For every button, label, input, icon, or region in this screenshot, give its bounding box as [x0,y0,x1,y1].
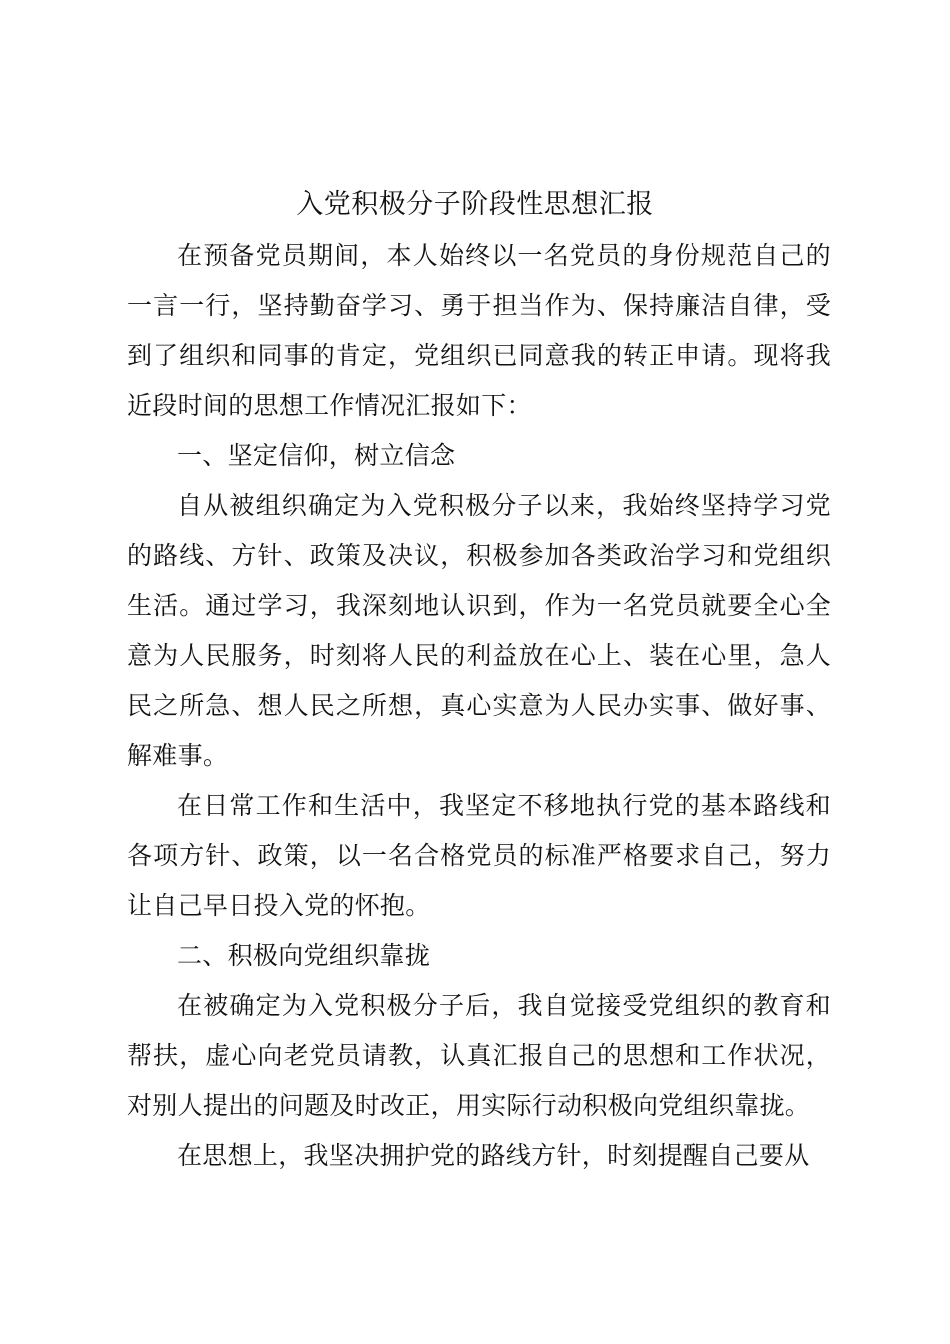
paragraph-section-1-b: 在日常工作和生活中，我坚定不移地执行党的基本路线和各项方针、政策，以一名合格党员的标准严格要求自己，努力让自己早日投入党的怀抱。 [127,791,831,920]
paragraph-section-2-a: 在被确定为入党积极分子后，我自觉接受党组织的教育和帮扶，虚心向老党员请教，认真汇报自己的思想和工作状况，对别人提出的问题及时改正，用实际行动积极向党组织靠拢。 [127,991,831,1120]
paragraph-intro: 在预备党员期间，本人始终以一名党员的身份规范自己的一言一行，坚持勤奋学习、勇于担当作为、保持廉洁自律，受到了组织和同事的肯定，党组织已同意我的转正申请。现将我近段时间的思想工作情况汇报如下： [127,241,831,420]
document-body [127,231,831,1181]
section-heading-1: 一、坚定信仰，树立信念 [177,441,456,470]
document-title: 入党积极分子阶段性思想汇报 [296,189,654,220]
section-heading-2: 二、积极向党组织靠拢 [177,941,431,970]
paragraph-section-1-a: 自从被组织确定为入党积极分子以来，我始终坚持学习党的路线、方针、政策及决议，积极参加各类政治学习和党组织生活。通过学习，我深刻地认识到，作为一名党员就要全心全意为人民服务，时刻将人民的利益放在心上、装在心里，急人民之所急、想人民之所想，真心实意为人民办实事、做好事、解难事。 [127,491,831,770]
paragraph-section-2-b: 在思想上，我坚决拥护党的路线方针，时刻提醒自己要从 [177,1141,810,1170]
